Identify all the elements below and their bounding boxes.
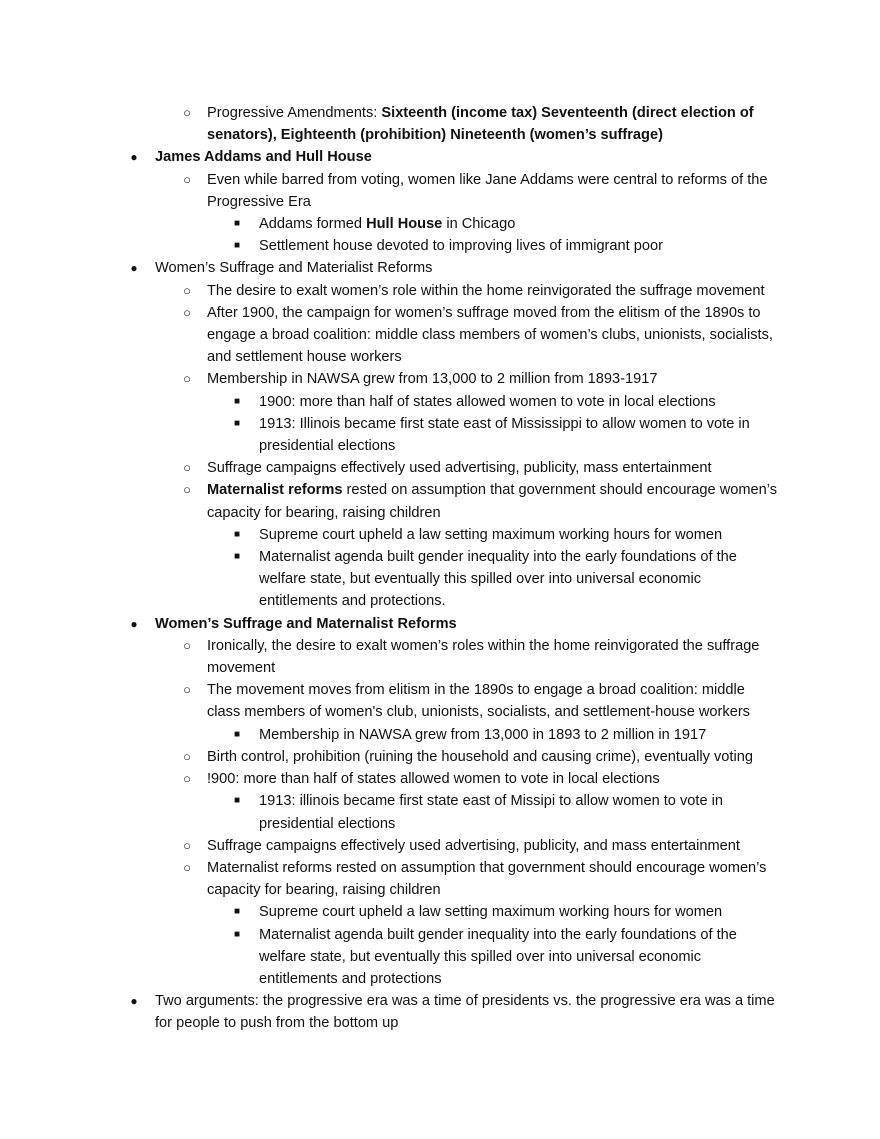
text: Maternalist reforms rested on assumption that government should encourage women’s bbox=[207, 859, 767, 876]
outline-line-continuation bbox=[0, 968, 880, 990]
circle-bullet-icon: ○ bbox=[183, 859, 191, 875]
circle-bullet-icon: ○ bbox=[183, 771, 191, 787]
square-bullet-icon: ■ bbox=[233, 417, 241, 429]
circle-bullet-icon: ○ bbox=[183, 282, 191, 298]
outline-line-continuation bbox=[0, 590, 880, 612]
outline-item-level-2 bbox=[0, 302, 880, 324]
text: Addams formed bbox=[259, 216, 367, 233]
text: Supreme court upheld a law setting maximum working hours for women bbox=[259, 526, 723, 543]
text: Membership in NAWSA grew from 13,000 to 2 million from 1893-1917 bbox=[207, 371, 658, 388]
text: The movement moves from elitism in the 1890s to engage a broad coalition: middle bbox=[207, 682, 745, 699]
outline-item-level-3 bbox=[0, 524, 880, 546]
outline-item-level-3 bbox=[0, 213, 880, 235]
outline-item-level-3 bbox=[0, 901, 880, 923]
text: engage a broad coalition: middle class members of women’s clubs, unionists, socialists, bbox=[207, 327, 773, 344]
outline-item-level-2 bbox=[0, 835, 880, 857]
text: Two arguments: the progressive era was a time of presidents vs. the progressive era was a time bbox=[155, 993, 775, 1010]
circle-bullet-icon: ○ bbox=[183, 682, 191, 698]
bold-text: James Addams and Hull House bbox=[155, 149, 372, 166]
square-bullet-icon: ■ bbox=[233, 728, 241, 740]
outline-item-level-3 bbox=[0, 546, 880, 568]
circle-bullet-icon: ○ bbox=[183, 837, 191, 853]
document-page bbox=[0, 102, 880, 1035]
outline-line-continuation bbox=[0, 324, 880, 346]
text: capacity for bearing, raising children bbox=[207, 504, 441, 521]
outline-line-continuation bbox=[0, 191, 880, 213]
square-bullet-icon: ■ bbox=[233, 395, 241, 407]
outline-item-level-2 bbox=[0, 368, 880, 390]
outline-item-level-2 bbox=[0, 679, 880, 701]
text: Women’s Suffrage and Materialist Reforms bbox=[155, 260, 433, 277]
outline-item-level-3 bbox=[0, 924, 880, 946]
outline-item-level-2 bbox=[0, 169, 880, 191]
text: Maternalist agenda built gender inequality into the early foundations of the bbox=[259, 549, 737, 566]
text: in Chicago bbox=[442, 216, 516, 233]
text: 1913: illinois became first state east of Missipi to allow women to vote in bbox=[259, 793, 723, 810]
outline-item-level-1 bbox=[0, 257, 880, 279]
outline-line-continuation bbox=[0, 879, 880, 901]
text: movement bbox=[207, 660, 276, 677]
text: 1913: Illinois became first state east of Mississippi to allow women to vote in bbox=[259, 415, 750, 432]
bullet-bullet-icon: ● bbox=[130, 994, 138, 1009]
outline-item-level-2 bbox=[0, 479, 880, 501]
circle-bullet-icon: ○ bbox=[183, 105, 191, 120]
text: The desire to exalt women’s role within the home reinvigorated the suffrage movement bbox=[207, 282, 765, 299]
circle-bullet-icon: ○ bbox=[183, 371, 191, 387]
text: class members of women's club, unionists, socialists, and settlement-house workers bbox=[207, 704, 750, 721]
text: Supreme court upheld a law setting maximum working hours for women bbox=[259, 904, 723, 921]
text: Progressive Era bbox=[207, 193, 311, 210]
square-bullet-icon: ■ bbox=[233, 218, 241, 230]
text: Suffrage campaigns effectively used advertising, publicity, and mass entertainment bbox=[207, 837, 740, 854]
outline-item-level-3 bbox=[0, 790, 880, 812]
circle-bullet-icon: ○ bbox=[183, 171, 191, 187]
text: 1900: more than half of states allowed women to vote in local elections bbox=[259, 393, 716, 410]
bold-text: Hull House bbox=[366, 216, 443, 233]
outline-line-continuation bbox=[0, 701, 880, 723]
text: Maternalist agenda built gender inequality into the early foundations of the bbox=[259, 926, 737, 943]
outline-item-level-2 bbox=[0, 857, 880, 879]
text: Progressive Amendments: bbox=[207, 105, 382, 121]
outline-item-level-3 bbox=[0, 724, 880, 746]
circle-bullet-icon: ○ bbox=[183, 460, 191, 476]
outline-item-level-2 bbox=[0, 768, 880, 790]
text: Membership in NAWSA grew from 13,000 in 1893 to 2 million in 1917 bbox=[259, 726, 707, 743]
bullet-bullet-icon: ● bbox=[130, 261, 138, 276]
outline-line-continuation bbox=[0, 124, 880, 146]
text: presidential elections bbox=[259, 438, 396, 455]
outline-line-continuation bbox=[0, 435, 880, 457]
text: After 1900, the campaign for women’s suffrage moved from the elitism of the 1890s to bbox=[207, 304, 761, 321]
outline-line-continuation bbox=[0, 502, 880, 524]
text: for people to push from the bottom up bbox=[155, 1015, 399, 1032]
outline-line-continuation bbox=[0, 568, 880, 590]
text: capacity for bearing, raising children bbox=[207, 882, 441, 899]
outline-line-continuation bbox=[0, 1012, 880, 1034]
text: welfare state, but eventually this spilled over into universal economic bbox=[259, 571, 702, 588]
circle-bullet-icon: ○ bbox=[183, 637, 191, 653]
text: Suffrage campaigns effectively used advertising, publicity, mass entertainment bbox=[207, 460, 712, 477]
text: presidential elections bbox=[259, 815, 396, 832]
text: entitlements and protections bbox=[259, 970, 442, 987]
square-bullet-icon: ■ bbox=[233, 795, 241, 807]
outline-line-continuation bbox=[0, 657, 880, 679]
text: Settlement house devoted to improving lives of immigrant poor bbox=[259, 238, 663, 255]
square-bullet-icon: ■ bbox=[233, 906, 241, 918]
bold-text: Maternalist reforms bbox=[207, 482, 343, 499]
outline-item-level-1 bbox=[0, 990, 880, 1012]
bold-text: Sixteenth (income tax) Seventeenth (direct election of bbox=[381, 105, 754, 121]
outline-line-continuation bbox=[0, 946, 880, 968]
outline-item-level-2 bbox=[0, 457, 880, 479]
circle-bullet-icon: ○ bbox=[183, 482, 191, 498]
outline-line-continuation bbox=[0, 813, 880, 835]
outline-item-level-2 bbox=[0, 746, 880, 768]
outline-item-level-2 bbox=[0, 635, 880, 657]
square-bullet-icon: ■ bbox=[233, 551, 241, 563]
square-bullet-icon: ■ bbox=[233, 928, 241, 940]
outline-item-level-2 bbox=[0, 102, 880, 124]
text: rested on assumption that government should encourage women’s bbox=[342, 482, 778, 499]
outline-item-level-3 bbox=[0, 413, 880, 435]
circle-bullet-icon: ○ bbox=[183, 304, 191, 320]
circle-bullet-icon: ○ bbox=[183, 748, 191, 764]
outline-item-level-3 bbox=[0, 391, 880, 413]
outline-item-level-2 bbox=[0, 280, 880, 302]
square-bullet-icon: ■ bbox=[233, 240, 241, 252]
outline-line-continuation bbox=[0, 346, 880, 368]
bold-text: senators), Eighteenth (prohibition) Nineteenth (women’s suffrage) bbox=[207, 127, 663, 144]
text: entitlements and protections. bbox=[259, 593, 446, 610]
bullet-bullet-icon: ● bbox=[130, 150, 138, 165]
text: and settlement house workers bbox=[207, 349, 402, 366]
text: Birth control, prohibition (ruining the household and causing crime), eventually voting bbox=[207, 748, 753, 765]
outline-item-level-3 bbox=[0, 235, 880, 257]
bullet-bullet-icon: ● bbox=[130, 616, 138, 631]
outline-item-level-1 bbox=[0, 146, 880, 168]
text: Even while barred from voting, women like Jane Addams were central to reforms of the bbox=[207, 171, 768, 188]
outline-item-level-1 bbox=[0, 613, 880, 635]
square-bullet-icon: ■ bbox=[233, 528, 241, 540]
text: welfare state, but eventually this spilled over into universal economic bbox=[259, 948, 702, 965]
text: Ironically, the desire to exalt women’s roles within the home reinvigorated the suffrage bbox=[207, 637, 760, 654]
bold-text: Women’s Suffrage and Maternalist Reforms bbox=[155, 615, 457, 632]
text: !900: more than half of states allowed women to vote in local elections bbox=[207, 771, 660, 788]
